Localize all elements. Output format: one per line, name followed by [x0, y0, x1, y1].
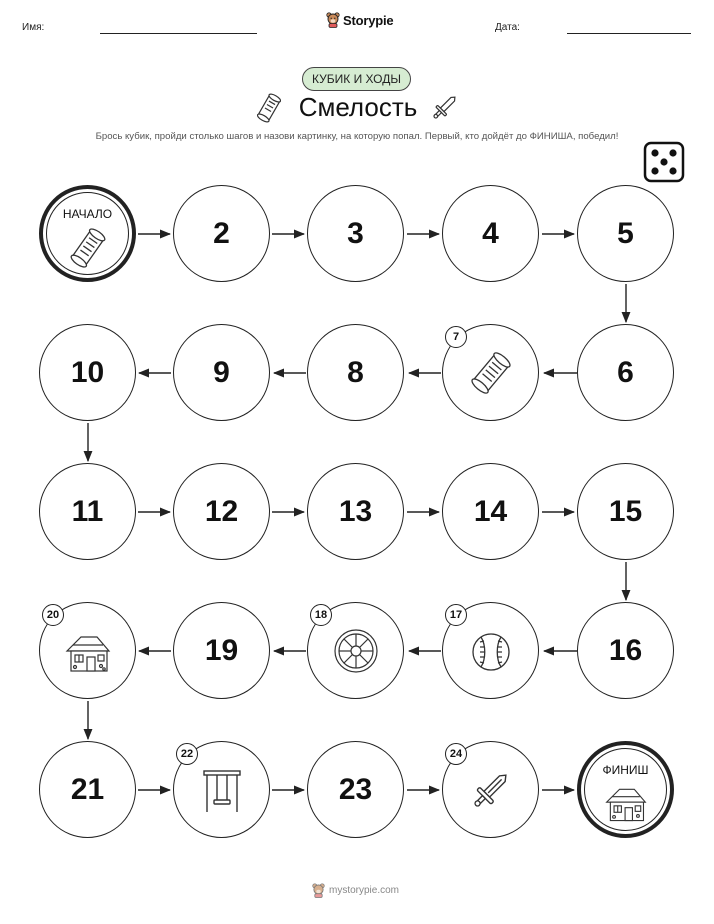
board-space-12[interactable] [173, 463, 270, 560]
space-badge: 22 [176, 743, 198, 765]
board-space-finish[interactable] [577, 741, 674, 838]
bear-mascot-icon [312, 883, 325, 898]
board-space-10[interactable] [39, 324, 136, 421]
space-number: 2 [213, 216, 230, 250]
space-badge: 18 [310, 604, 332, 626]
board-space-8[interactable] [307, 324, 404, 421]
board-space-17[interactable] [442, 602, 539, 699]
shield-wheel-icon [333, 628, 379, 674]
date-label: Дата: [495, 22, 520, 33]
space-number: 12 [204, 494, 239, 528]
space-number: 6 [617, 355, 634, 389]
space-number: 14 [473, 494, 508, 528]
swing-icon [202, 768, 242, 814]
board-space-14[interactable] [442, 463, 539, 560]
name-line[interactable] [100, 33, 257, 34]
scroll-icon [471, 351, 511, 395]
board-space-11[interactable] [39, 463, 136, 560]
space-number: 3 [347, 216, 364, 250]
space-badge: 20 [42, 604, 64, 626]
scroll-icon [257, 93, 281, 123]
scroll-icon [70, 227, 106, 269]
board-space-2[interactable] [173, 185, 270, 282]
board-space-18[interactable] [307, 602, 404, 699]
baseball-icon [471, 632, 511, 672]
space-number: 13 [338, 494, 373, 528]
board-space-7[interactable] [442, 324, 539, 421]
board-space-13[interactable] [307, 463, 404, 560]
space-number: 21 [70, 772, 105, 806]
bear-mascot-icon [326, 12, 340, 28]
activity-tag: КУБИК И ХОДЫ [302, 67, 411, 91]
space-number: 9 [213, 355, 230, 389]
start-label: НАЧАЛО [62, 207, 113, 221]
footer [312, 883, 399, 898]
board-space-19[interactable] [173, 602, 270, 699]
cottage-icon [63, 633, 113, 673]
board-space-24[interactable] [442, 741, 539, 838]
space-number: 8 [347, 355, 364, 389]
space-number: 5 [617, 216, 634, 250]
space-number: 4 [482, 216, 499, 250]
space-number: 11 [71, 494, 104, 528]
page-title: Смелость [298, 92, 418, 122]
space-badge: 7 [445, 326, 467, 348]
space-badge: 24 [445, 743, 467, 765]
sword-icon [432, 92, 458, 122]
space-badge: 17 [445, 604, 467, 626]
brand-name: Storypie [343, 12, 394, 28]
board-space-5[interactable] [577, 185, 674, 282]
space-number: 19 [204, 633, 239, 667]
board-space-21[interactable] [39, 741, 136, 838]
board-space-4[interactable] [442, 185, 539, 282]
space-number: 15 [608, 494, 643, 528]
finish-label: ФИНИШ [602, 763, 649, 777]
cottage-icon [603, 785, 649, 823]
board-space-23[interactable] [307, 741, 404, 838]
dice-five-icon [643, 141, 685, 183]
instructions: Брось кубик, пройди столько шагов и назови картинку, на которую попал. Первый, кто дойдёт до ФИНИША, победил! [95, 131, 619, 142]
board-space-6[interactable] [577, 324, 674, 421]
date-line[interactable] [567, 33, 691, 34]
space-number: 23 [338, 772, 373, 806]
board-space-16[interactable] [577, 602, 674, 699]
board-space-3[interactable] [307, 185, 404, 282]
brand-logo [326, 12, 393, 28]
board-space-20[interactable] [39, 602, 136, 699]
sword-icon [468, 767, 514, 813]
board-space-22[interactable] [173, 741, 270, 838]
board-space-15[interactable] [577, 463, 674, 560]
board-space-9[interactable] [173, 324, 270, 421]
space-number: 10 [70, 355, 105, 389]
footer-url[interactable]: mystorypie.com [329, 885, 400, 896]
board-space-start[interactable] [39, 185, 136, 282]
space-number: 16 [608, 633, 643, 667]
name-label: Имя: [22, 22, 45, 33]
